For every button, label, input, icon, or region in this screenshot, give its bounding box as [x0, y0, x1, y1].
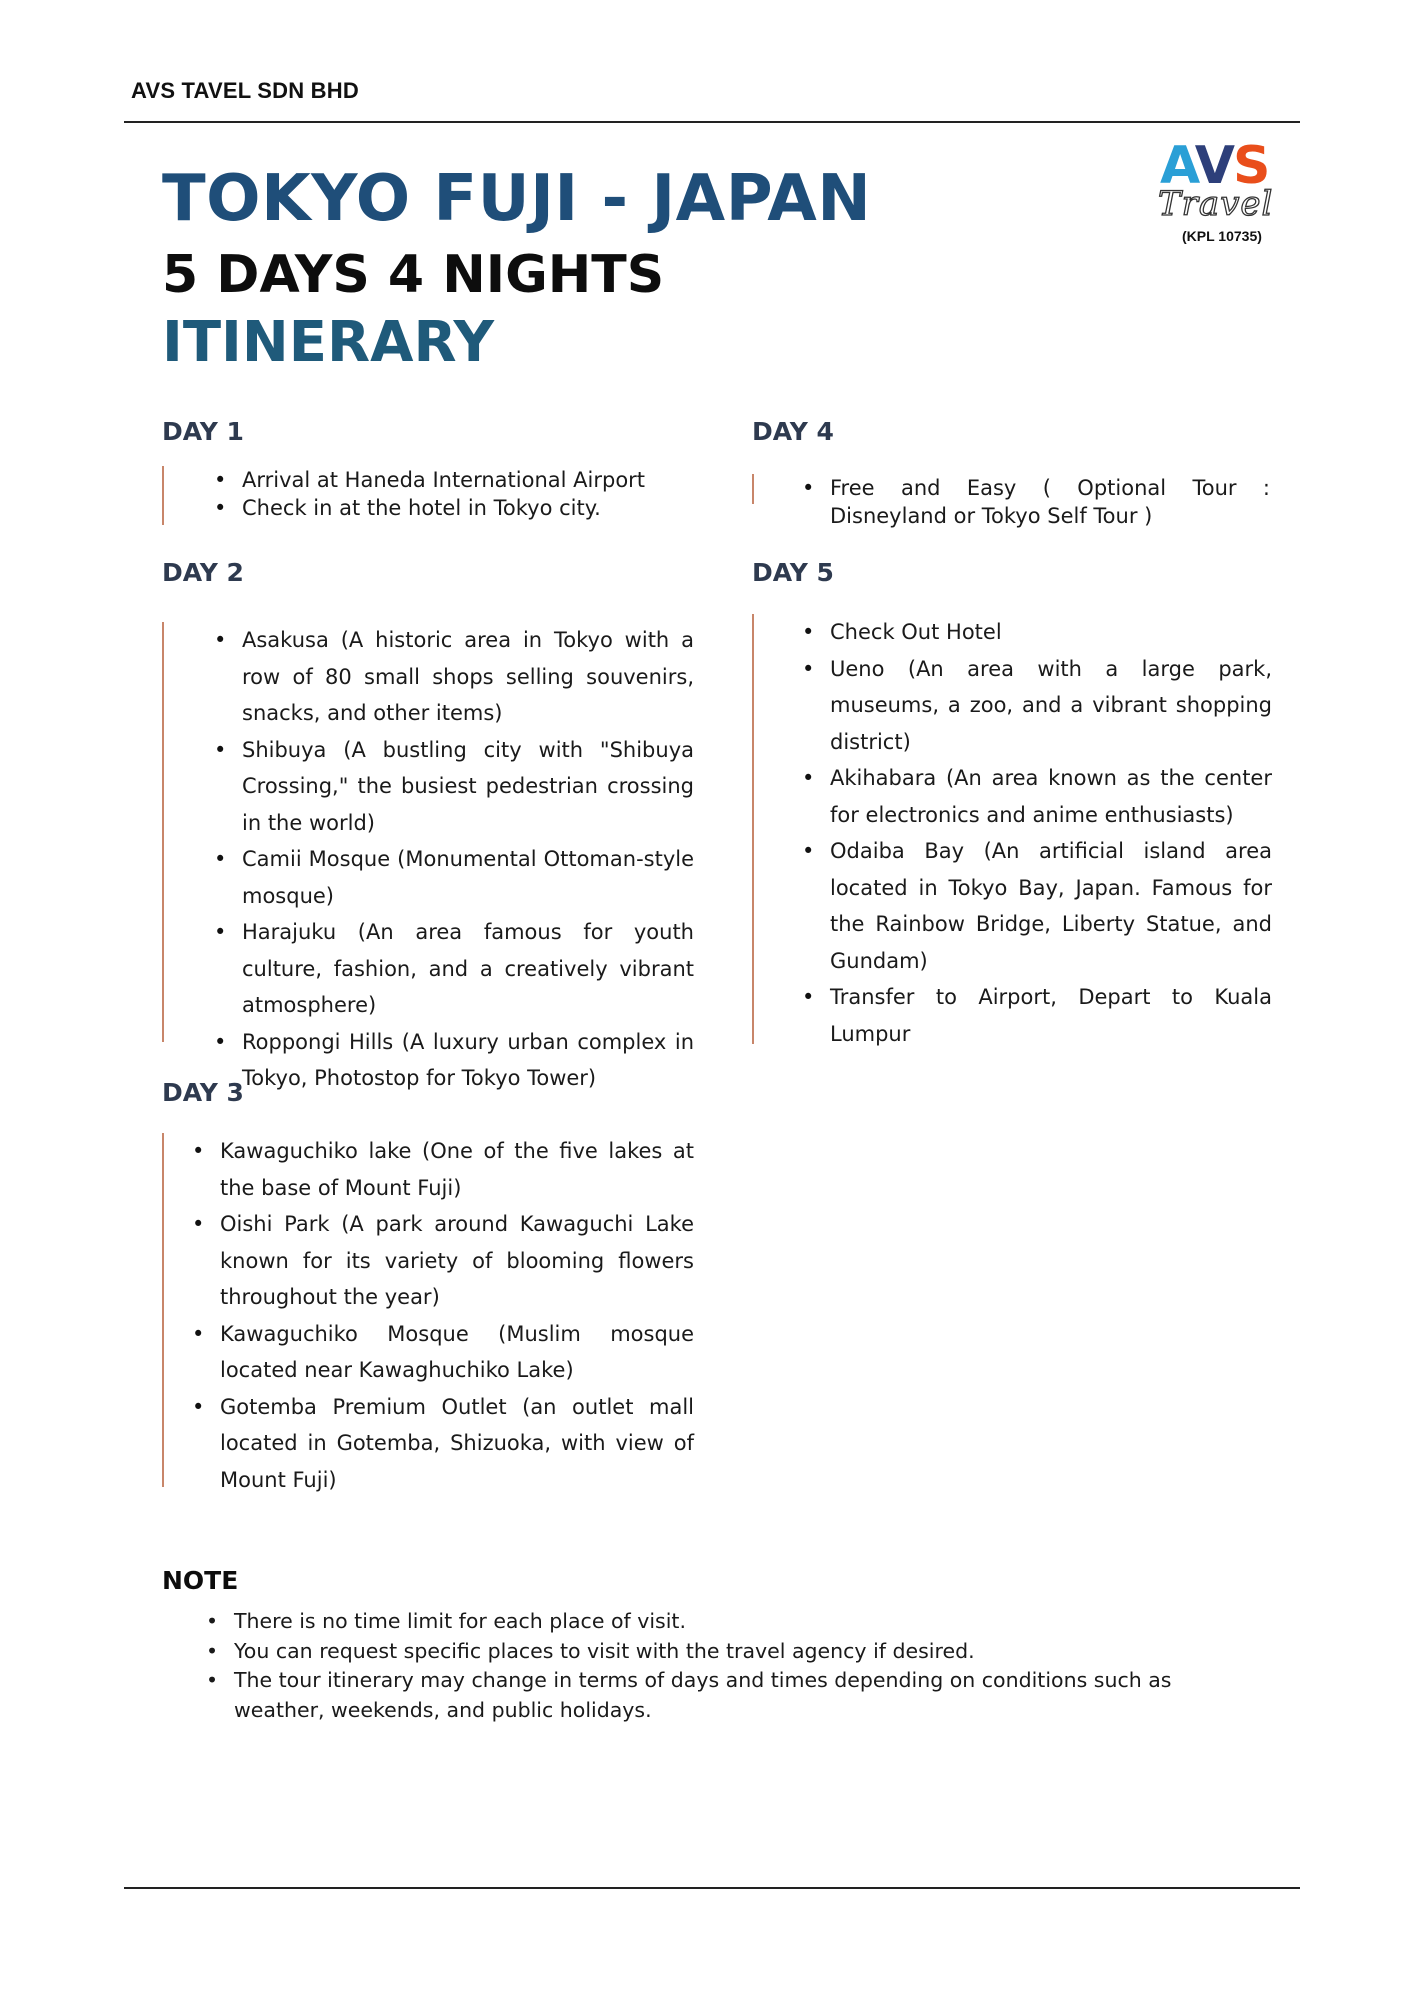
header-divider	[124, 121, 1300, 123]
note-heading: NOTE	[162, 1566, 239, 1595]
day-4-block	[752, 474, 1274, 528]
day-2-list	[242, 622, 694, 1097]
page-subtitle-duration: 5 DAYS 4 NIGHTS	[162, 245, 665, 305]
list-item: • Odaiba Bay (An artificial island area located in Tokyo Bay, Japan. Famous for the Rainbow Bridge, Liberty Statue, and Gundam)	[830, 833, 1272, 979]
day-5-block	[752, 614, 1274, 1044]
page-subtitle-itinerary: ITINERARY	[162, 310, 495, 375]
day-5-list	[830, 614, 1272, 1052]
license-number: (KPL 10735)	[1182, 228, 1262, 244]
list-item: • Transfer to Airport, Depart to Kuala Lumpur	[830, 979, 1272, 1052]
list-item: • Akihabara (An area known as the center for electronics and anime enthusiasts)	[830, 760, 1272, 833]
list-item: • Oishi Park (A park around Kawaguchi Lake known for its variety of blooming flowers throughout the year)	[220, 1206, 694, 1316]
list-item: • There is no time limit for each place of visit.	[234, 1607, 1194, 1637]
list-item: • Check Out Hotel	[830, 614, 1272, 651]
day-3-block	[162, 1133, 704, 1492]
list-item: • Kawaguchiko Mosque (Muslim mosque located near Kawaghuchiko Lake)	[220, 1316, 694, 1389]
page-title: TOKYO FUJI - JAPAN	[162, 162, 872, 236]
day-2-block	[162, 622, 704, 1090]
day-1-heading: DAY 1	[162, 417, 244, 446]
day-4-heading: DAY 4	[752, 417, 834, 446]
list-item: • The tour itinerary may change in terms of days and times depending on conditions such as weather, weekends, and public holidays.	[234, 1666, 1194, 1725]
list-item: • Check in at the hotel in Tokyo city.	[242, 494, 700, 522]
avs-travel-logo	[1152, 138, 1302, 248]
list-item: • Roppongi Hills (A luxury urban complex in Tokyo, Photostop for Tokyo Tower)	[242, 1024, 694, 1097]
day-3-heading: DAY 3	[162, 1078, 244, 1107]
day-1-block	[162, 466, 704, 525]
list-item: • Gotemba Premium Outlet (an outlet mall located in Gotemba, Shizuoka, with view of Mount Fuji)	[220, 1389, 694, 1499]
list-item: • Free and Easy ( Optional Tour : Disneyland or Tokyo Self Tour )	[830, 474, 1270, 530]
day-4-list	[830, 474, 1270, 530]
list-item: • You can request specific places to visit with the travel agency if desired.	[234, 1637, 1194, 1667]
day-3-list	[220, 1133, 694, 1498]
day-5-heading: DAY 5	[752, 558, 834, 587]
footer-divider	[124, 1887, 1300, 1889]
list-item: • Kawaguchiko lake (One of the five lakes at the base of Mount Fuji)	[220, 1133, 694, 1206]
list-item: • Harajuku (An area famous for youth culture, fashion, and a creatively vibrant atmosphere)	[242, 914, 694, 1024]
company-name: AVS TAVEL SDN BHD	[131, 78, 359, 103]
logo-script-text: Travel	[1158, 184, 1274, 224]
list-item: • Shibuya (A bustling city with "Shibuya Crossing," the busiest pedestrian crossing in the world)	[242, 732, 694, 842]
day-1-list	[242, 466, 700, 522]
note-list	[234, 1607, 1194, 1725]
day-2-heading: DAY 2	[162, 558, 244, 587]
list-item: • Ueno (An area with a large park, museums, a zoo, and a vibrant shopping district)	[830, 651, 1272, 761]
logo-wordmark: AVS	[1160, 136, 1269, 196]
list-item: • Arrival at Haneda International Airport	[242, 466, 700, 494]
list-item: • Camii Mosque (Monumental Ottoman-style mosque)	[242, 841, 694, 914]
list-item: • Asakusa (A historic area in Tokyo with a row of 80 small shops selling souvenirs, snacks, and other items)	[242, 622, 694, 732]
